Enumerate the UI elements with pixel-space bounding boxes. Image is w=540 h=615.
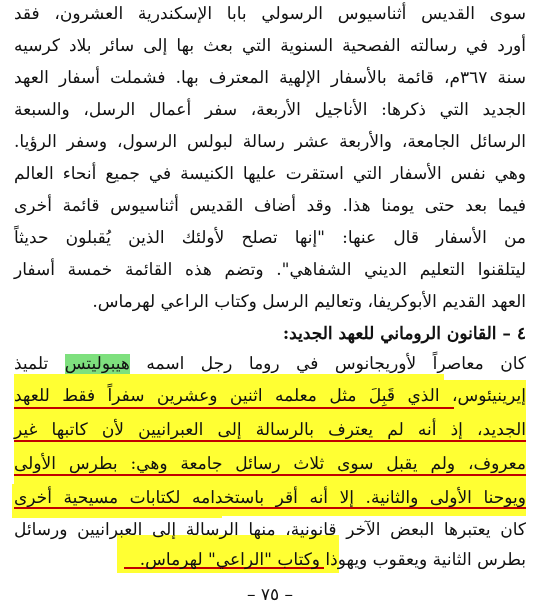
text-line: الرسائل الجامعة، والأربعة عشر رسالة لبولس الرسول، وسفر الرؤيا.: [14, 132, 526, 152]
text-line: الجديد التي ذكرها: الأناجيل الأربعة، سفر أعمال الرسل، والسبعة: [14, 100, 526, 120]
text-line: بطرس الثانية ويعقوب ويهوذا وكتاب "الراعي" لهرماس.: [139, 550, 526, 570]
text-line: ويوحنا الأولى والثانية. إلا أنه أقر باستخدامه لكتابات مسيحية أخرى: [14, 488, 526, 508]
highlighted-name: هيبوليتس: [64, 354, 130, 374]
text-segment: كان معاصراً لأوريجانوس في روما رجل اسمه: [129, 354, 526, 374]
text-line: [14, 348, 526, 380]
text-line: كان يعتبرها البعض الآخر قانونية، منها الرسالة إلى العبرانيين ورسائل: [14, 520, 526, 540]
text-line: سنة ٣٦٧م، قائمة بالأسفار الإلهية المعترف بها. فشملت أسفار العهد: [14, 68, 526, 88]
text-line: معروف، ولم يقبل سوى ثلاث رسائل جامعة وهي: بطرس الأولى: [14, 454, 526, 474]
text-line: إيرينيئوس، الذي قَبِلَ مثل معلمه اثنين وعشرين سفراً فقط للعهد: [14, 386, 526, 406]
page-number: – ٧٥ –: [246, 585, 294, 605]
text-line: أورد في رسالته الفصحية السنوية التي بعث بها إلى سائر بلاد كرسيه: [14, 36, 526, 56]
text-line: من الأسفار قال عنها: "إنها تصلح لأولئك الذين يُقبلون حديثاً: [14, 228, 526, 248]
text-line: الجديد، إذ أنه لم يعترف بالرسالة إلى العبرانيين لأن كاتبها غير: [14, 420, 526, 440]
text-line: فيما بعد حتى يومنا هذا. وقد أضاف القديس أثناسيوس قائمة أخرى: [14, 196, 527, 216]
text-line: سوى القديس أثناسيوس الرسولي بابا الإسكندرية العشرون، فقد: [14, 4, 526, 24]
text-line: وهي نفس الأسفار التي استقرت عليها الكنيسة في جميع أنحاء العالم: [14, 164, 526, 184]
document-page: [14, 0, 526, 615]
text-segment: تلميذ: [14, 354, 65, 374]
text-line: ليتلقنوا التعليم الديني الشفاهي". وتضم هذه القائمة خمسة أسفار: [14, 260, 526, 280]
text-line: العهد القديم الأبوكريفا، وتعاليم الرسل وكتاب الراعي لهرماس.: [92, 292, 526, 312]
section-heading: ٤ – القانون الروماني للعهد الجديد:: [282, 324, 526, 344]
